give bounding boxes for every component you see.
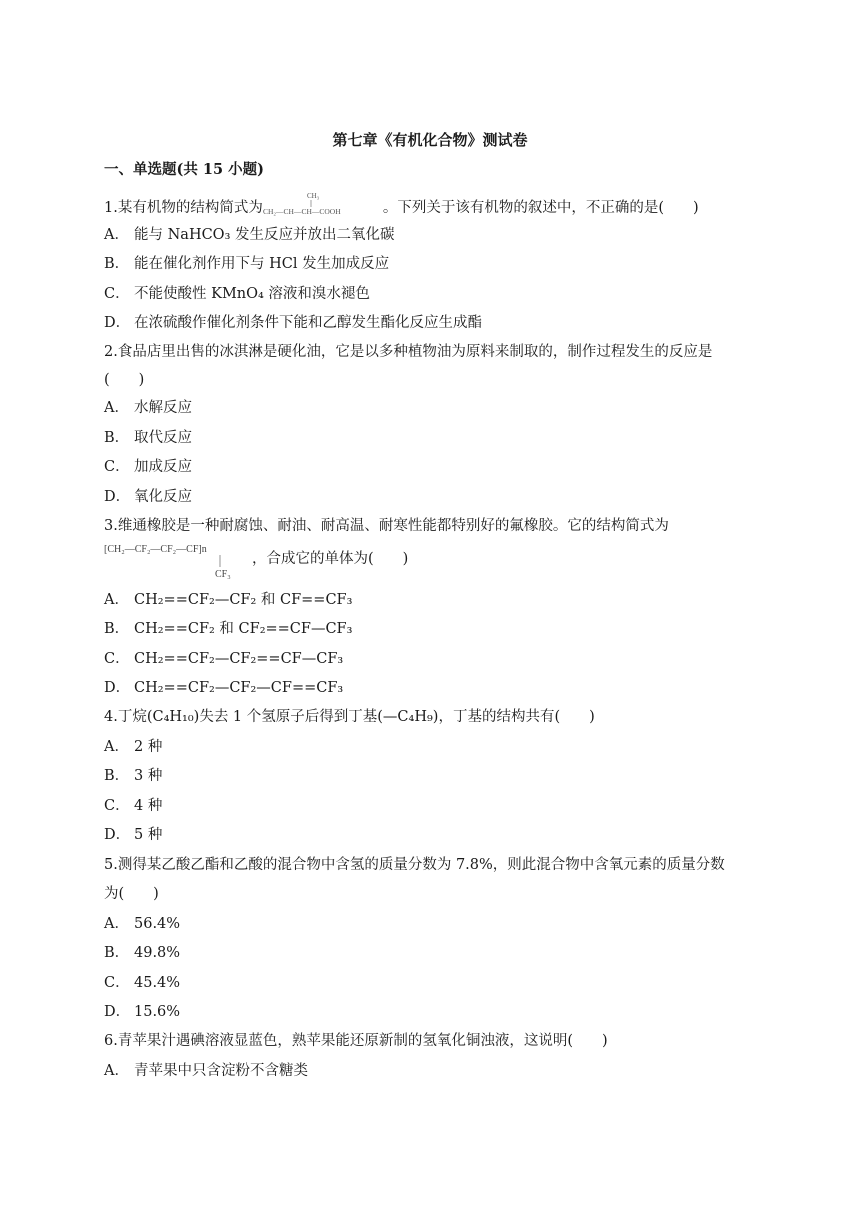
question-1-stem-before: 1.某有机物的结构简式为 [104, 200, 263, 216]
question-5-option-c [104, 973, 764, 993]
question-6-option-a [104, 1061, 764, 1081]
option-letter: A． [104, 739, 129, 755]
question-4-option-c [104, 796, 764, 816]
question-4-option-d [104, 825, 764, 845]
option-text: 56.4% [134, 916, 181, 932]
question-1-structure-formula [263, 190, 383, 222]
question-3-stem-after: ，合成它的单体为( ) [252, 551, 409, 567]
option-text: 3 种 [134, 768, 163, 784]
option-letter: C． [104, 975, 130, 991]
question-2-option-a [104, 398, 764, 418]
question-1-option-b [104, 254, 764, 274]
option-letter: A． [104, 592, 129, 608]
question-3-option-c [104, 649, 764, 669]
question-5-option-d [104, 1002, 764, 1022]
question-1-stem-after: 。下列关于该有机物的叙述中，不正确的是( ) [382, 200, 699, 216]
question-4-option-a [104, 737, 764, 757]
section-heading: 一、单选题(共 15 小题) [104, 161, 264, 178]
question-3-polymer-formula [104, 540, 252, 586]
option-letter: C． [104, 798, 130, 814]
option-letter: D． [104, 680, 131, 696]
question-3-stem-line-2 [104, 540, 764, 580]
option-text: 2 种 [134, 739, 163, 755]
option-letter: D． [104, 827, 131, 843]
option-text: 氧化反应 [134, 489, 192, 505]
question-1-stem [104, 192, 764, 224]
question-1-option-a [104, 225, 764, 245]
option-letter: B． [104, 430, 130, 446]
question-5-option-a [104, 914, 764, 934]
option-letter: B． [104, 768, 130, 784]
option-text: 在浓硫酸作催化剂条件下能和乙醇发生酯化反应生成酯 [134, 315, 482, 331]
option-letter: A． [104, 916, 129, 932]
option-text: 4 种 [134, 798, 163, 814]
question-4-stem: 4.丁烷(C₄H₁₀)失去 1 个氢原子后得到丁基(—C₄H₉)，丁基的结构共有( ) [104, 709, 595, 725]
option-text: CH₂==CF₂—CF₂==CF—CF₃ [134, 651, 344, 667]
question-2-stem-line-2: ( ) [104, 372, 145, 388]
option-letter: D． [104, 315, 131, 331]
option-text: 45.4% [134, 975, 181, 991]
question-3-option-a [104, 590, 764, 610]
option-letter: B． [104, 945, 130, 961]
question-5-stem-line-2: 为( ) [104, 886, 159, 902]
formula-main-chain: CH₂—CH—CH—COOH [262, 207, 341, 216]
option-text: 49.8% [134, 945, 181, 961]
question-2-option-d [104, 487, 764, 507]
option-letter: B． [104, 621, 130, 637]
question-3-stem-line-1: 3.维通橡胶是一种耐腐蚀、耐油、耐高温、耐寒性能都特别好的氟橡胶。它的结构简式为 [104, 518, 669, 534]
question-2-stem-line-1: 2.食品店里出售的冰淇淋是硬化油，它是以多种植物油为原料来制取的，制作过程发生的反应是 [104, 344, 713, 360]
option-text: 15.6% [134, 1004, 181, 1020]
option-text: 青苹果中只含淀粉不含糖类 [134, 1063, 308, 1079]
option-text: 取代反应 [134, 430, 192, 446]
question-3-option-d [104, 678, 764, 698]
option-text: 水解反应 [134, 400, 192, 416]
question-1-option-c [104, 284, 764, 304]
polymer-main-chain: [CH₂—CF₂—CF₂—CF]n [104, 544, 207, 555]
option-letter: C． [104, 459, 130, 475]
option-letter: A． [104, 227, 129, 243]
question-5-stem-line-1: 5.测得某乙酸乙酯和乙酸的混合物中含氢的质量分数为 7.8%，则此混合物中含氧元素的质量分数 [104, 857, 725, 873]
question-2-option-c [104, 457, 764, 477]
option-text: CH₂==CF₂ 和 CF₂==CF—CF₃ [134, 621, 353, 637]
question-4-option-b [104, 766, 764, 786]
option-letter: D． [104, 489, 131, 505]
option-letter: A． [104, 400, 129, 416]
option-text: 能与 NaHCO₃ 发生反应并放出二氧化碳 [134, 227, 395, 243]
option-letter: D． [104, 1004, 131, 1020]
option-letter: A． [104, 1063, 129, 1079]
question-6-stem: 6.青苹果汁遇碘溶液显蓝色，熟苹果能还原新制的氢氧化铜浊液，这说明( ) [104, 1033, 608, 1049]
option-text: 能在催化剂作用下与 HCl 发生加成反应 [134, 256, 390, 272]
option-text: CH₂==CF₂—CF₂ 和 CF==CF₃ [134, 592, 353, 608]
option-letter: C． [104, 651, 130, 667]
option-text: 不能使酸性 KMnO₄ 溶液和溴水褪色 [134, 286, 370, 302]
option-letter: B． [104, 256, 130, 272]
question-3-option-b [104, 619, 764, 639]
option-text: 5 种 [134, 827, 163, 843]
question-2-option-b [104, 428, 764, 448]
question-5-option-b [104, 943, 764, 963]
option-text: 加成反应 [134, 459, 192, 475]
document-title: 第七章《有机化合物》测试卷 [332, 131, 528, 149]
polymer-branch: CF₃ [215, 569, 231, 580]
option-text: CH₂==CF₂—CF₂—CF==CF₃ [134, 680, 344, 696]
formula-methyl-label: CH₃ [306, 192, 320, 200]
option-letter: C． [104, 286, 130, 302]
question-1-option-d [104, 313, 764, 333]
